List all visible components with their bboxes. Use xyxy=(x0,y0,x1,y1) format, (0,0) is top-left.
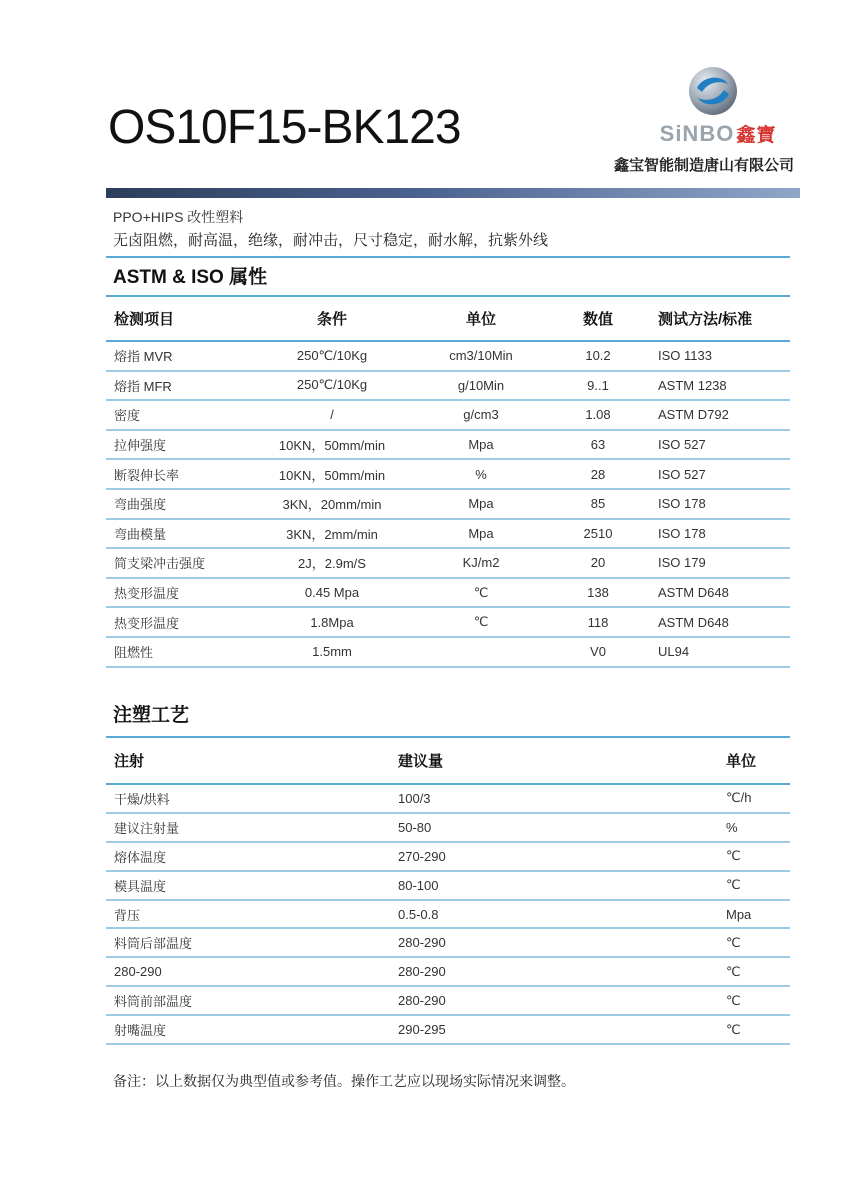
table-cell: g/cm3 xyxy=(416,400,546,430)
table-cell: ISO 179 xyxy=(650,548,790,578)
table-row xyxy=(106,578,790,608)
table-row xyxy=(106,928,790,957)
table-cell: 2510 xyxy=(546,519,650,549)
table-cell: 射嘴温度 xyxy=(106,1015,390,1044)
table-cell: 0.45 Mpa xyxy=(248,578,416,608)
table-cell: 热变形温度 xyxy=(106,607,248,637)
table-cell: 50-80 xyxy=(390,813,718,842)
table-cell: ISO 527 xyxy=(650,459,790,489)
table-row xyxy=(106,784,790,813)
logo-wordmark xyxy=(648,120,788,147)
table-cell: ℃ xyxy=(718,928,790,957)
logo-sphere-icon xyxy=(688,66,738,116)
table-cell: 80-100 xyxy=(390,871,718,900)
table-cell: 熔指 MVR xyxy=(106,341,248,371)
table-cell: 背压 xyxy=(106,900,390,929)
table-cell: ℃ xyxy=(718,871,790,900)
table-cell: 建议注射量 xyxy=(106,813,390,842)
logo-text-cn: 鑫寶 xyxy=(736,125,777,146)
table-row xyxy=(106,813,790,842)
table-row xyxy=(106,371,790,401)
table-cell: Mpa xyxy=(416,430,546,460)
section-divider xyxy=(106,256,790,258)
table-cell: 1.08 xyxy=(546,400,650,430)
table-cell: 63 xyxy=(546,430,650,460)
table-cell: 9..1 xyxy=(546,371,650,401)
table-cell: cm3/10Min xyxy=(416,341,546,371)
table-row xyxy=(106,842,790,871)
table-cell: ASTM D792 xyxy=(650,400,790,430)
table-cell: ℃ xyxy=(718,986,790,1015)
table-row xyxy=(106,430,790,460)
table-row xyxy=(106,400,790,430)
table-cell: 拉伸强度 xyxy=(106,430,248,460)
table-row xyxy=(106,637,790,667)
table-row xyxy=(106,957,790,986)
table-cell: ℃ xyxy=(718,842,790,871)
table-cell: ISO 178 xyxy=(650,489,790,519)
product-code-title: OS10F15-BK123 xyxy=(108,101,461,154)
table-cell: 密度 xyxy=(106,400,248,430)
table-cell: 干燥/烘料 xyxy=(106,784,390,813)
column-header: 条件 xyxy=(248,297,416,341)
table-cell: g/10Min xyxy=(416,371,546,401)
table-cell: ℃ xyxy=(416,607,546,637)
table-cell: 138 xyxy=(546,578,650,608)
table-cell: 10.2 xyxy=(546,341,650,371)
table-cell: 290-295 xyxy=(390,1015,718,1044)
table-row xyxy=(106,871,790,900)
column-header: 单位 xyxy=(718,738,790,784)
table-cell: V0 xyxy=(546,637,650,667)
table-row xyxy=(106,900,790,929)
table-cell: 118 xyxy=(546,607,650,637)
table-cell: 弯曲强度 xyxy=(106,489,248,519)
material-description: PPO+HIPS 改性塑料 xyxy=(113,209,244,225)
table-row xyxy=(106,489,790,519)
table-cell: ℃ xyxy=(718,1015,790,1044)
footnote: 备注：以上数据仅为典型值或参考值。操作工艺应以现场实际情况来调整。 xyxy=(113,1073,575,1089)
header-divider-band xyxy=(106,188,800,198)
properties-section-title: ASTM & ISO 属性 xyxy=(113,267,268,288)
column-header: 数值 xyxy=(546,297,650,341)
table-cell: 280-290 xyxy=(390,986,718,1015)
table-cell: 简支梁冲击强度 xyxy=(106,548,248,578)
table-cell: Mpa xyxy=(416,489,546,519)
table-header-row xyxy=(106,738,790,784)
table-cell: 熔体温度 xyxy=(106,842,390,871)
table-cell: 85 xyxy=(546,489,650,519)
table-cell: 10KN，50mm/min xyxy=(248,459,416,489)
table-cell: Mpa xyxy=(416,519,546,549)
process-table xyxy=(106,738,790,1045)
table-cell: / xyxy=(248,400,416,430)
table-cell xyxy=(416,637,546,667)
table-cell: ASTM D648 xyxy=(650,607,790,637)
table-row xyxy=(106,986,790,1015)
table-cell: Mpa xyxy=(718,900,790,929)
table-cell: 弯曲模量 xyxy=(106,519,248,549)
table-cell: 10KN，50mm/min xyxy=(248,430,416,460)
table-cell: 20 xyxy=(546,548,650,578)
logo-text-en: SiNBO xyxy=(659,121,735,146)
table-row xyxy=(106,1015,790,1044)
table-row xyxy=(106,459,790,489)
table-cell: 250℃/10Kg xyxy=(248,341,416,371)
table-header-row xyxy=(106,297,790,341)
table-cell: ℃ xyxy=(718,957,790,986)
table-row xyxy=(106,519,790,549)
table-cell: % xyxy=(416,459,546,489)
table-cell: ISO 1133 xyxy=(650,341,790,371)
table-row xyxy=(106,607,790,637)
table-cell: % xyxy=(718,813,790,842)
column-header: 建议量 xyxy=(390,738,718,784)
material-features: 无卤阻燃，耐高温，绝缘，耐冲击，尺寸稳定，耐水解，抗紫外线 xyxy=(113,232,549,249)
table-cell: 1.8Mpa xyxy=(248,607,416,637)
table-cell: 250℃/10Kg xyxy=(248,371,416,401)
table-cell: ℃/h xyxy=(718,784,790,813)
table-cell: 断裂伸长率 xyxy=(106,459,248,489)
table-cell: ISO 178 xyxy=(650,519,790,549)
table-cell: 2J，2.9m/S xyxy=(248,548,416,578)
company-name: 鑫宝智能制造唐山有限公司 xyxy=(613,157,794,174)
table-row xyxy=(106,341,790,371)
table-cell: 280-290 xyxy=(390,928,718,957)
table-cell: 100/3 xyxy=(390,784,718,813)
table-cell: 熔指 MFR xyxy=(106,371,248,401)
column-header: 单位 xyxy=(416,297,546,341)
table-cell: ISO 527 xyxy=(650,430,790,460)
table-cell: 270-290 xyxy=(390,842,718,871)
table-cell: 1.5mm xyxy=(248,637,416,667)
column-header: 注射 xyxy=(106,738,390,784)
table-cell: 模具温度 xyxy=(106,871,390,900)
table-cell: 料筒后部温度 xyxy=(106,928,390,957)
table-cell: ℃ xyxy=(416,578,546,608)
properties-table xyxy=(106,297,790,668)
table-cell: ASTM 1238 xyxy=(650,371,790,401)
table-cell: UL94 xyxy=(650,637,790,667)
table-cell: 3KN，2mm/min xyxy=(248,519,416,549)
table-cell: KJ/m2 xyxy=(416,548,546,578)
table-cell: 280-290 xyxy=(390,957,718,986)
process-section-title: 注塑工艺 xyxy=(113,705,190,726)
table-cell: 3KN，20mm/min xyxy=(248,489,416,519)
table-cell: 料筒前部温度 xyxy=(106,986,390,1015)
table-cell: 热变形温度 xyxy=(106,578,248,608)
table-cell: 28 xyxy=(546,459,650,489)
table-row xyxy=(106,548,790,578)
table-cell: 0.5-0.8 xyxy=(390,900,718,929)
column-header: 检测项目 xyxy=(106,297,248,341)
column-header: 测试方法/标准 xyxy=(650,297,790,341)
table-cell: 阻燃性 xyxy=(106,637,248,667)
table-cell: ASTM D648 xyxy=(650,578,790,608)
table-cell: 280-290 xyxy=(106,957,390,986)
